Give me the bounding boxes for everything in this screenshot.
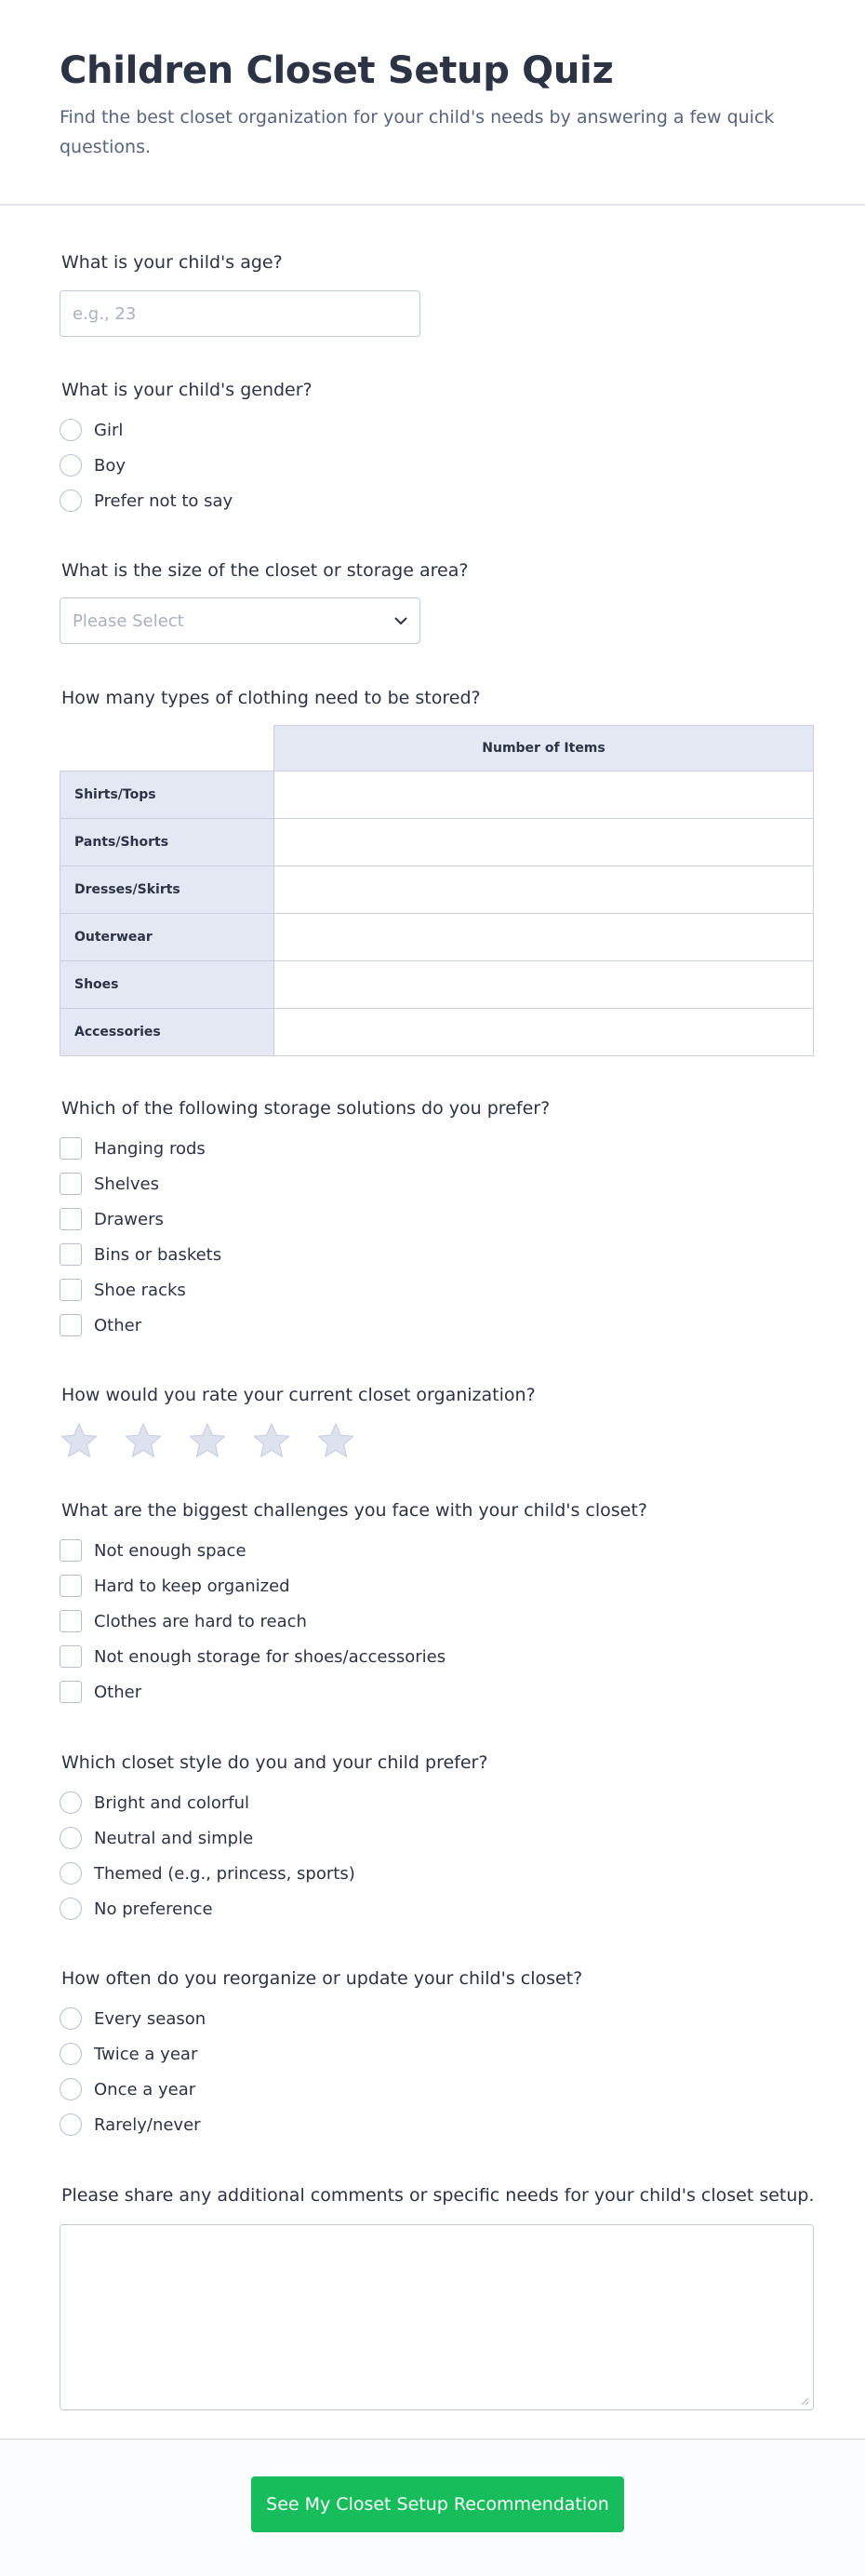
gender-option-girl[interactable] <box>60 417 123 443</box>
form-footer <box>0 2438 865 2576</box>
closet-size-dropdown[interactable] <box>60 597 420 644</box>
option-label: Hard to keep organized <box>94 1576 290 1596</box>
radio-button[interactable] <box>60 1791 82 1814</box>
star-icon[interactable] <box>316 1421 355 1460</box>
matrix-row-header: Shoes <box>60 961 274 1009</box>
star-icon[interactable] <box>60 1421 99 1460</box>
matrix-cell[interactable] <box>274 914 814 961</box>
checkbox[interactable] <box>60 1610 82 1632</box>
dropdown-placeholder: Please Select <box>73 610 184 631</box>
matrix-cell[interactable] <box>274 1009 814 1056</box>
option-label: Clothes are hard to reach <box>94 1611 307 1631</box>
checkbox[interactable] <box>60 1681 82 1703</box>
table-row <box>60 866 814 914</box>
frequency-option-twice-a-year[interactable] <box>60 2041 197 2067</box>
checkbox[interactable] <box>60 1314 82 1336</box>
gender-option-boy[interactable] <box>60 452 126 478</box>
form-header <box>0 0 865 206</box>
star-icon[interactable] <box>188 1421 227 1460</box>
matrix-cell[interactable] <box>274 961 814 1009</box>
challenge-option-hard-to-reach[interactable] <box>60 1608 307 1634</box>
radio-button[interactable] <box>60 1898 82 1920</box>
question-comments: Please share any additional comments or specific needs for your child's closet setup. <box>61 2185 815 2206</box>
matrix-row-header: Accessories <box>60 1009 274 1056</box>
question-age: What is your child's age? <box>61 252 283 273</box>
storage-option-shoe-racks[interactable] <box>60 1277 186 1303</box>
table-row <box>60 819 814 866</box>
option-label: Girl <box>94 420 124 440</box>
option-label: Boy <box>94 455 126 476</box>
table-row <box>60 914 814 961</box>
checkbox[interactable] <box>60 1279 82 1301</box>
matrix-row-header: Pants/Shorts <box>60 819 274 866</box>
submit-button[interactable]: See My Closet Setup Recommendation <box>251 2476 624 2532</box>
matrix-column-header: Number of Items <box>274 726 814 771</box>
challenge-option-other[interactable] <box>60 1679 141 1705</box>
question-challenges: What are the biggest challenges you face with your child's closet? <box>61 1500 647 1521</box>
star-rating <box>60 1421 380 1460</box>
star-icon[interactable] <box>252 1421 291 1460</box>
question-frequency: How often do you reorganize or update your child's closet? <box>61 1968 583 1989</box>
option-label: Twice a year <box>94 2044 198 2064</box>
page-subtitle: Find the best closet organization for your child's needs by answering a few quick questions. <box>60 107 775 157</box>
page-title: Children Closet Setup Quiz <box>60 49 614 92</box>
option-label: Other <box>94 1682 142 1702</box>
matrix-row-header: Outerwear <box>60 914 274 961</box>
number-of-items-input[interactable] <box>274 867 813 912</box>
radio-button[interactable] <box>60 454 82 476</box>
option-label: Every season <box>94 2008 206 2029</box>
challenge-option-hard-to-organize[interactable] <box>60 1573 290 1599</box>
matrix-row-header: Dresses/Skirts <box>60 866 274 914</box>
question-style: Which closet style do you and your child prefer? <box>61 1752 488 1773</box>
matrix-row-header: Shirts/Tops <box>60 771 274 819</box>
challenge-option-shoe-storage[interactable] <box>60 1644 446 1670</box>
radio-button[interactable] <box>60 1862 82 1885</box>
option-label: Bright and colorful <box>94 1792 250 1813</box>
option-label: Drawers <box>94 1209 164 1229</box>
frequency-option-once-a-year[interactable] <box>60 2076 195 2102</box>
table-row <box>60 1009 814 1056</box>
checkbox[interactable] <box>60 1575 82 1597</box>
storage-option-hanging-rods[interactable] <box>60 1135 206 1161</box>
number-of-items-input[interactable] <box>274 772 813 817</box>
challenge-option-not-enough-space[interactable] <box>60 1537 246 1563</box>
table-row <box>60 771 814 819</box>
radio-button[interactable] <box>60 1827 82 1849</box>
resize-handle-icon[interactable] <box>800 2396 809 2406</box>
comments-textarea[interactable] <box>60 2224 814 2410</box>
question-clothing-types: How many types of clothing need to be stored? <box>61 688 481 708</box>
radio-button[interactable] <box>60 490 82 512</box>
option-label: Neutral and simple <box>94 1828 254 1848</box>
checkbox[interactable] <box>60 1243 82 1266</box>
checkbox[interactable] <box>60 1173 82 1195</box>
clothing-matrix <box>60 725 814 1056</box>
question-closet-size: What is the size of the closet or storage area? <box>61 560 469 581</box>
radio-button[interactable] <box>60 2007 82 2030</box>
option-label: Bins or baskets <box>94 1244 222 1265</box>
star-icon[interactable] <box>124 1421 163 1460</box>
option-label: Shoe racks <box>94 1280 186 1300</box>
option-label: Prefer not to say <box>94 490 233 511</box>
checkbox[interactable] <box>60 1137 82 1160</box>
style-option-neutral[interactable] <box>60 1825 253 1851</box>
number-of-items-input[interactable] <box>274 915 813 959</box>
option-label: Rarely/never <box>94 2114 201 2135</box>
number-of-items-input[interactable] <box>274 820 813 865</box>
storage-option-drawers[interactable] <box>60 1206 164 1232</box>
radio-button[interactable] <box>60 2078 82 2100</box>
checkbox[interactable] <box>60 1208 82 1230</box>
option-label: Themed (e.g., princess, sports) <box>94 1863 355 1884</box>
number-of-items-input[interactable] <box>274 962 813 1007</box>
option-label: Once a year <box>94 2079 196 2100</box>
storage-option-shelves[interactable] <box>60 1171 159 1197</box>
option-label: No preference <box>94 1898 213 1919</box>
storage-option-bins[interactable] <box>60 1241 221 1268</box>
style-option-no-preference[interactable] <box>60 1896 213 1922</box>
option-label: Not enough storage for shoes/accessories <box>94 1646 446 1667</box>
table-row <box>60 961 814 1009</box>
frequency-option-every-season[interactable] <box>60 2006 206 2032</box>
radio-button[interactable] <box>60 419 82 441</box>
radio-button[interactable] <box>60 2043 82 2065</box>
option-label: Shelves <box>94 1174 160 1194</box>
question-gender: What is your child's gender? <box>61 380 313 400</box>
storage-option-other[interactable] <box>60 1312 141 1338</box>
question-storage: Which of the following storage solutions do you prefer? <box>61 1098 551 1119</box>
chevron-down-icon <box>394 617 407 625</box>
checkbox[interactable] <box>60 1645 82 1668</box>
matrix-cell[interactable] <box>274 866 814 914</box>
matrix-cell[interactable] <box>274 819 814 866</box>
option-label: Hanging rods <box>94 1138 206 1159</box>
question-rating: How would you rate your current closet organization? <box>61 1385 536 1405</box>
gender-option-prefer-not-to-say[interactable] <box>60 488 233 514</box>
style-option-themed[interactable] <box>60 1860 355 1886</box>
radio-button[interactable] <box>60 2113 82 2136</box>
option-label: Not enough space <box>94 1540 246 1561</box>
number-of-items-input[interactable] <box>274 1010 813 1054</box>
age-input[interactable] <box>60 290 420 337</box>
frequency-option-rarely[interactable] <box>60 2112 201 2138</box>
checkbox[interactable] <box>60 1539 82 1562</box>
matrix-corner <box>60 726 274 771</box>
option-label: Other <box>94 1315 142 1335</box>
matrix-cell[interactable] <box>274 771 814 819</box>
style-option-bright[interactable] <box>60 1790 249 1816</box>
